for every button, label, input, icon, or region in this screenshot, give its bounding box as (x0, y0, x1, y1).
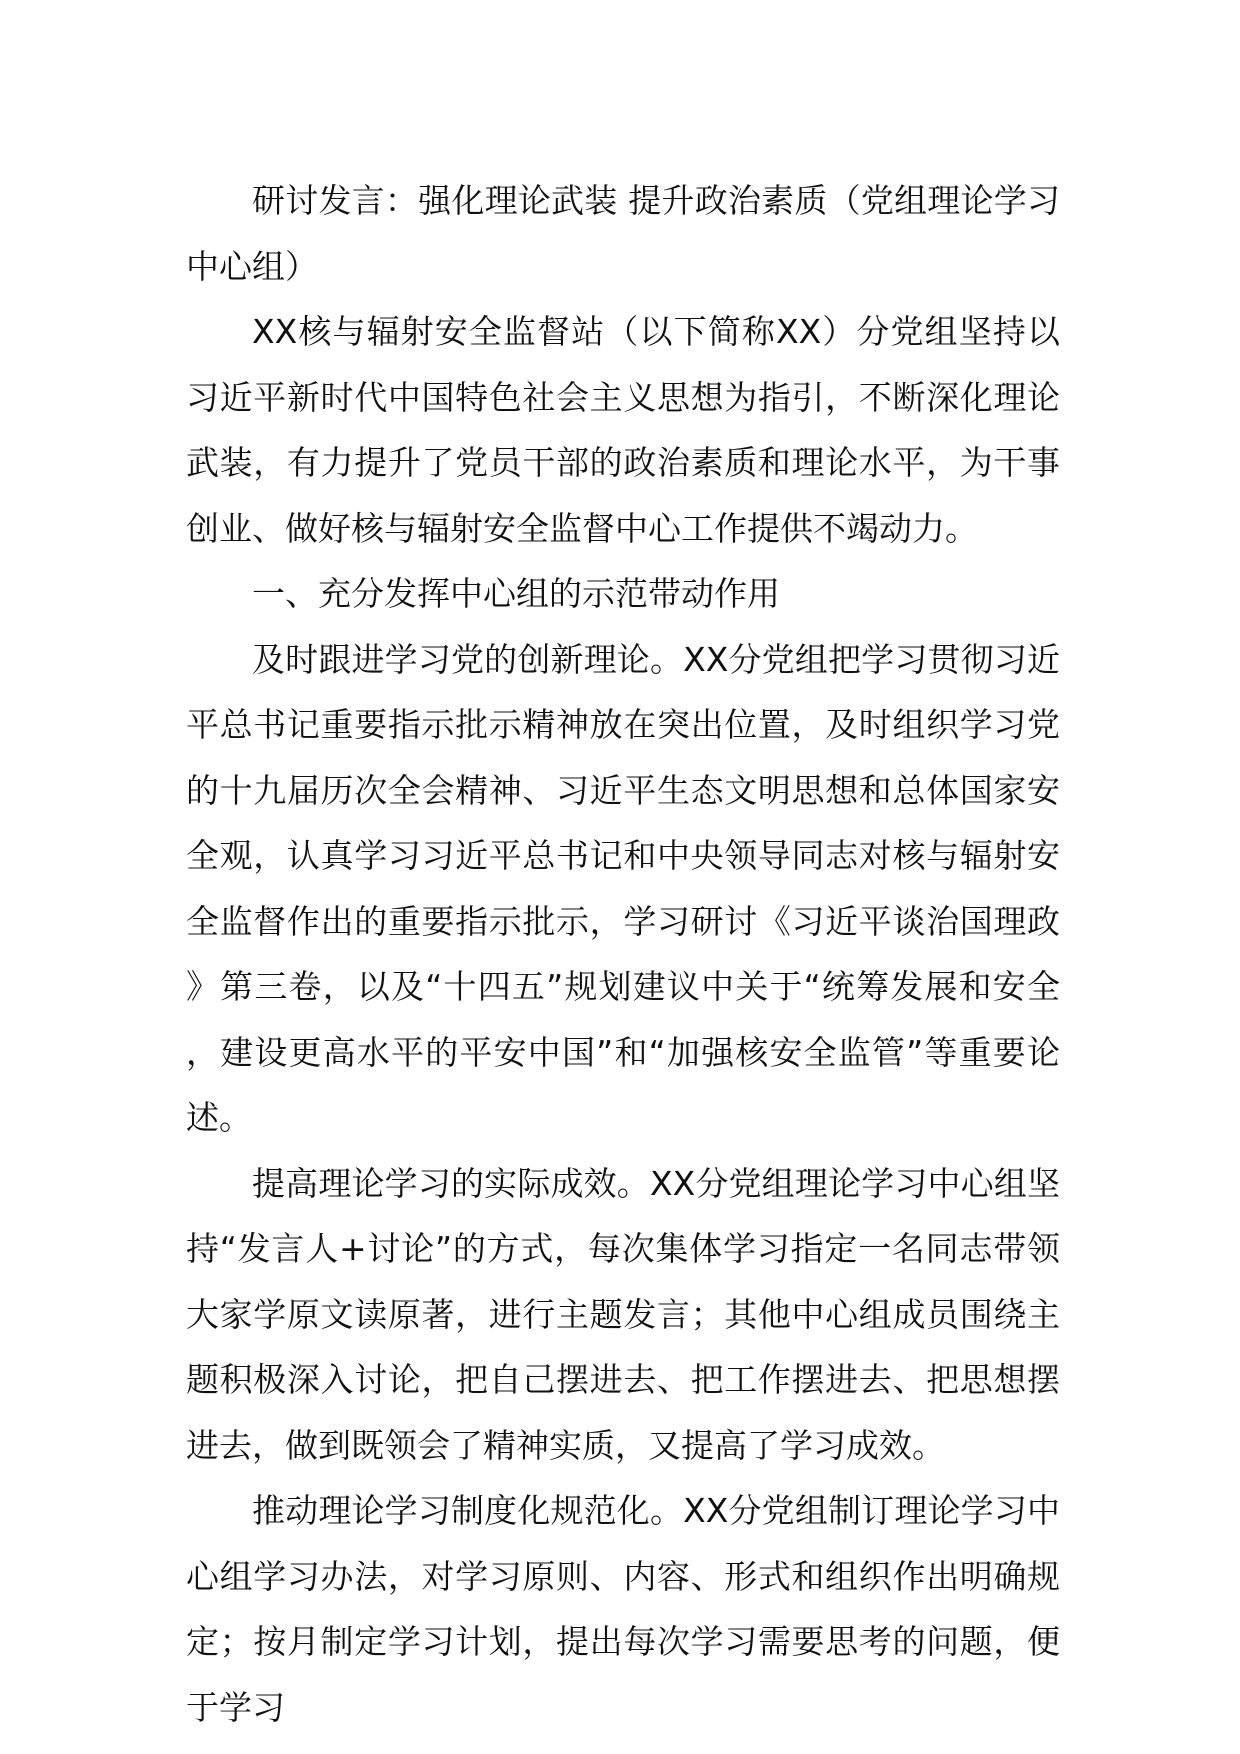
document-title: 研讨发言：强化理论武装 提升政治素质（党组理论学习中心组） (186, 181, 1060, 286)
body-paragraph: 推动理论学习制度化规范化。XX分党组制订理论学习中心组学习办法，对学习原则、内容、形式和组织作出明确规定；按月制定学习计划，提出每次学习需要思考的问题，便于学习 (186, 1491, 1060, 1727)
section-heading: 一、充分发挥中心组的示范带动作用 (252, 574, 780, 613)
intro-paragraph: XX核与辐射安全监督站（以下简称XX）分党组坚持以习近平新时代中国特色社会主义思想为指引，不断深化理论武装，有力提升了党员干部的政治素质和理论水平，为干事创业、做好核与辐射安全监督中心工作提供不竭动力。 (186, 312, 1060, 548)
body-paragraph: 提高理论学习的实际成效。XX分党组理论学习中心组坚持“发言人+讨论”的方式，每次集体学习指定一名同志带领大家学原文读原著，进行主题发言；其他中心组成员围绕主题积极深入讨论，把自己摆进去、把工作摆进去、把思想摆进去，做到既领会了精神实质，又提高了学习成效。 (186, 1163, 1060, 1465)
body-paragraph: 及时跟进学习党的创新理论。XX分党组把学习贯彻习近平总书记重要指示批示精神放在突出位置，及时组织学习党的十九届历次全会精神、习近平生态文明思想和总体国家安全观，认真学习习近平总书记和中央领导同志对核与辐射安全监督作出的重要指示批示，学习研讨《习近平谈治国理政》第三卷，以及“十四五”规划建议中关于“统筹发展和安全，建设更高水平的平安中国”和“加强核安全监管”等重要论述。 (186, 639, 1060, 1137)
document-body (186, 168, 1060, 1740)
